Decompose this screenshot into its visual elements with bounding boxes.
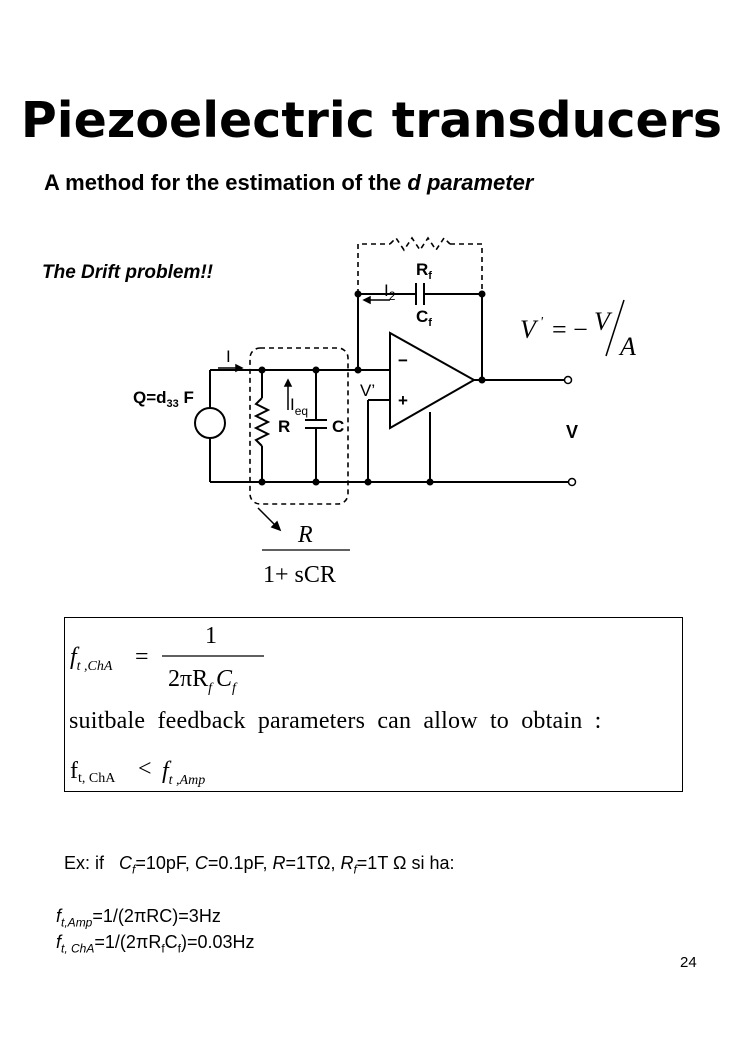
example-cf-sub: f <box>132 862 136 877</box>
example-rf-symbol: R <box>340 853 354 873</box>
input-voltage-label: V’ <box>360 381 376 400</box>
opamp-minus-label: − <box>398 351 408 370</box>
fcha-symbol: f <box>56 932 62 952</box>
fcha-sub: t, ChA <box>61 941 95 956</box>
gain-eq-lhs: V <box>520 315 536 344</box>
feedback-sentence: suitbale feedback parameters can allow to obtain : <box>69 708 602 734</box>
gain-eq-den: A <box>620 332 636 361</box>
famp-value: =1/(2πRC)=3Hz <box>92 906 221 926</box>
impedance-num: R <box>298 522 313 548</box>
example-cf-symbol: C <box>119 853 133 873</box>
example-rf-value: =1T Ω si ha: <box>356 853 455 873</box>
ineq-lt: < <box>138 756 152 782</box>
f-cha-symbol: $f_{t ,ChA}$ <box>70 644 113 674</box>
gain-eq-num: V <box>594 307 610 336</box>
fcha-sub-r: f <box>161 941 165 956</box>
fcha-line <box>56 932 255 956</box>
example-line <box>64 853 454 877</box>
f-cha-equals: = <box>135 644 149 670</box>
subtitle-text: A method for the estimation of the <box>44 170 408 195</box>
example-rf-sub: f <box>353 862 357 877</box>
drift-heading: The Drift problem!! <box>42 262 213 283</box>
page-title: Piezoelectric transducers <box>20 92 723 149</box>
output-voltage-label: V <box>566 422 579 442</box>
fcha-sub-c: f <box>177 941 182 956</box>
example-c-value: =0.1pF, <box>207 853 273 873</box>
ineq-left: ft, ChA <box>70 758 116 786</box>
current-i2-label: $I_2$ <box>384 281 396 303</box>
fcha-value-post: )=0.03Hz <box>181 932 255 952</box>
famp-symbol: f <box>56 906 62 926</box>
opamp-plus-label: + <box>398 391 408 410</box>
page-number: 24 <box>680 954 697 971</box>
capacitor-c-label: C <box>332 417 345 436</box>
example-r-value: =1TΩ, <box>285 853 341 873</box>
current-ieq-label: $I_{eq}$ <box>290 395 309 418</box>
example-prefix: Ex: if <box>64 853 105 873</box>
f-cha-denominator: $2\pi R_f$ $C_f$ <box>168 666 236 696</box>
source-label: $Q=d_{33}$ F <box>133 388 194 410</box>
example-c-symbol: C <box>194 853 208 873</box>
gain-eq-mid: = − <box>552 315 588 344</box>
f-cha-numerator: 1 <box>205 623 217 649</box>
cf-label: $C_f$ <box>416 307 432 329</box>
rf-label: $R_f$ <box>416 260 432 282</box>
fcha-value-pre: =1/(2πR <box>94 932 162 952</box>
current-i-label: I <box>226 347 231 366</box>
subtitle-italic: d parameter <box>407 170 534 195</box>
ineq-right: $f_{t ,Amp}$ <box>162 758 206 788</box>
famp-line <box>56 906 221 930</box>
resistor-r-label: R <box>278 417 291 436</box>
example-cf-value: =10pF, <box>135 853 195 873</box>
gain-eq-prime: ' <box>540 315 543 330</box>
impedance-den: 1+ sCR <box>263 562 336 588</box>
fcha-value-mid: C <box>164 932 178 952</box>
example-r-symbol: R <box>272 853 286 873</box>
famp-sub: t,Amp <box>61 915 93 930</box>
